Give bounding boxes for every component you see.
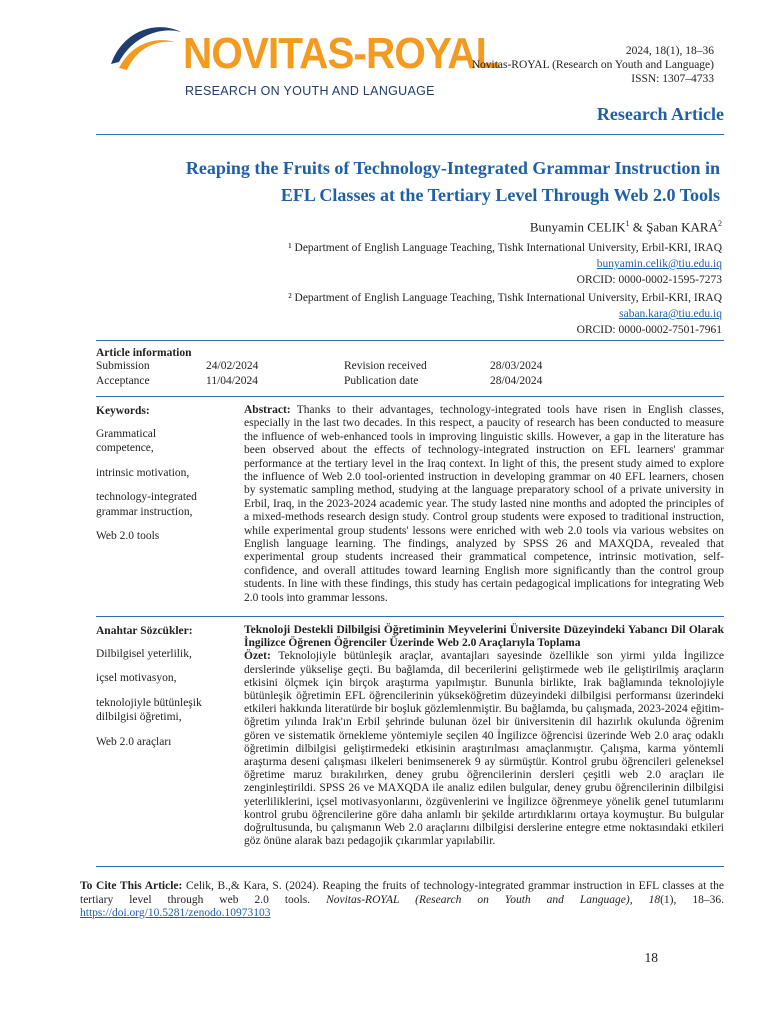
abstract bbox=[244, 404, 724, 605]
citation bbox=[80, 880, 724, 921]
keyword: içsel motivasyon, bbox=[96, 672, 177, 684]
journal-issn: ISSN: 1307–4733 bbox=[631, 73, 714, 85]
affiliation-dept: ¹ Department of English Language Teaching, Tishk International University, Erbil-KRI, IRAQ bbox=[288, 242, 722, 254]
author-orcid: ORCID: 0000-0002-7501-7961 bbox=[576, 324, 722, 336]
author-email-link[interactable]: saban.kara@tiu.edu.iq bbox=[619, 308, 722, 320]
affiliation bbox=[288, 240, 722, 288]
journal-name: Novitas-ROYAL (Research on Youth and Language) bbox=[471, 59, 714, 71]
logo-title: NOVITAS-ROYAL bbox=[183, 29, 500, 78]
abstract-text: Thanks to their advantages, technology-integrated tools have risen in English classes, especially in the last two decades. In this respect, a paucity of research has been conducted to measure the influence of web-enhanced tools in improving linguistic skills. However, a gap in the literature has been observed about the effects of technology-integrated instruction on EFL learners' grammar performance at the tertiary level in the Iraq context. In light of this, the present study aimed to explore the influence of Web 2.0 tool-oriented instruction in developing grammar on 40 EFL learners, chosen by systematic sampling method, studying at the language preparatory school of a private university in Erbil, Iraq, in the 2023-2024 academic year. The study lasted nine months and adopted the principles of a mixed-methods research design study. Control group students were exposed to traditional instruction, while experimental group students' lessons were enriched with web 2.0 tools via various websites on English language learning. The findings, analyzed by SPSS 26 and MAXQDA, revealed that experimental group students increased their grammatical competence, intrinsic motivation, self-confidence, and overall attitudes toward learning English more significantly than the control group students. In line with these findings, this study has certain pedagogical implications for integrating Web 2.0 tools into grammar lessons. bbox=[244, 404, 724, 604]
keyword: teknolojiyle bütünleşik dilbilgisi öğretimi, bbox=[96, 696, 202, 723]
citation-label: To Cite This Article: bbox=[80, 880, 183, 892]
article-type: Research Article bbox=[596, 104, 724, 124]
publication-label: Publication date bbox=[344, 375, 419, 387]
logo-subtitle: RESEARCH ON YOUTH AND LANGUAGE bbox=[185, 84, 435, 98]
citation-text: Celik, B.,& Kara, S. (2024). Reaping the fruits of technology-integrated grammar instruction in EFL classes at the tertiary level through web 2.0 tools. bbox=[80, 880, 724, 906]
author-email-link[interactable]: bunyamin.celik@tiu.edu.iq bbox=[596, 258, 722, 270]
keyword: intrinsic motivation, bbox=[96, 466, 190, 479]
author-name: Bunyamin CELIK bbox=[529, 219, 626, 235]
affiliation-dept: ² Department of English Language Teaching, Tishk International University, Erbil-KRI, IRAQ bbox=[288, 292, 722, 304]
revision-label: Revision received bbox=[344, 360, 427, 372]
article-info-heading: Article information bbox=[96, 347, 192, 359]
revision-date: 28/03/2024 bbox=[490, 360, 543, 372]
journal-meta bbox=[472, 44, 714, 86]
section-divider bbox=[96, 616, 724, 617]
paper-title-line1: Reaping the Fruits of Technology-Integrated Grammar Instruction in bbox=[185, 158, 720, 178]
section-divider bbox=[96, 340, 724, 341]
submission-date: 24/02/2024 bbox=[206, 360, 259, 372]
header-divider bbox=[96, 134, 724, 135]
keyword: Dilbilgisel yeterlilik, bbox=[96, 647, 192, 660]
authors bbox=[530, 219, 722, 235]
author-sup: 1 bbox=[625, 219, 630, 228]
journal-logo bbox=[105, 18, 500, 102]
turkish-abstract bbox=[244, 624, 724, 848]
keyword: Grammatical competence, bbox=[96, 427, 157, 454]
citation-journal: Novitas-ROYAL (Research on Youth and Language), 18 bbox=[326, 893, 661, 906]
logo-swoosh-icon bbox=[105, 18, 185, 88]
turkish-abstract-label: Özet: bbox=[244, 650, 271, 663]
keyword: Web 2.0 tools bbox=[96, 530, 160, 542]
author-separator: & bbox=[629, 219, 647, 235]
paper-title-line2: EFL Classes at the Tertiary Level Through Web 2.0 Tools bbox=[280, 185, 720, 205]
turkish-keywords-heading: Anahtar Sözcükler: bbox=[96, 625, 193, 637]
paper-title bbox=[100, 155, 720, 209]
publication-date: 28/04/2024 bbox=[490, 375, 543, 387]
section-divider bbox=[96, 396, 724, 397]
turkish-title: Teknoloji Destekli Dilbilgisi Öğretiminin Meyvelerini Üniversite Düzeyindeki Yabancı Dil Olarak İngilizce Öğrenen Öğrenciler Üzerinde Web 2.0 Araçlarıyla Toplama bbox=[244, 624, 724, 650]
keywords bbox=[96, 404, 216, 554]
citation-issue: (1), 18–36. bbox=[660, 893, 724, 906]
section-divider bbox=[96, 866, 724, 867]
keyword: technology-integrated grammar instruction, bbox=[96, 491, 197, 518]
author-sup: 2 bbox=[718, 219, 722, 228]
turkish-keywords bbox=[96, 624, 216, 759]
journal-volume: 2024, 18(1), 18–36 bbox=[625, 45, 714, 57]
abstract-label: Abstract: bbox=[244, 404, 291, 416]
turkish-abstract-text: Teknolojiyle bütünleşik araçlar, avantajları sayesinde özellikle son yirmi yılda İngilizce derslerinde yükselişe geçti. Bu bağlamda, dil becerilerini geliştirmede web ile geliştirilmiş araçların etkisini ölçmek için birçok araştırma yapılmıştır. Bununla birlikte, Irak bağlamında teknolojiyle bütünleşik öğretimin EFL öğrencilerinin yükseköğretim düzeyindeki dilbilgisi performansı üzerindeki etkileri hakkında literatürde bir boşluk gözlemlenmiştir. Bu bağlamda, bu çalışmada, 2023-2024 eğitim-öğretim yılında Irak'ın Erbil şehrinde bulunan özel bir üniversitenin dil hazırlık okulunda öğrenim gören ve sistematik örnekleme yöntemiyle seçilen 40 İngilizce öğrencisi üzerinde Web 2.0 araç odaklı öğretimin dilbilgisi geliştirmedeki etkisinin araştırılması amaçlanmıştır. Çalışma, karma yöntemli araştırma deseni çalışması ilkeleri benimsenerek 9 ay sürmüştür. Kontrol grubu öğrencileri geleneksel öğretime maruz bırakılırken, deney grubu öğrencilerinin dersleri çeşitli web 2.0 araçları ile zenginleştirildi. SPSS 26 ve MAXQDA ile analiz edilen bulgular, deney grubu öğrencilerinin dilbilgisi yeterliliklerini, içsel motivasyonlarını, özgüvenlerini ve İngilizce öğrenmeye yönelik genel tutumlarını kontrol grubu öğrencilerine göre daha anlamlı bir şekilde artırdıklarını ortaya koymuştur. Bu bulgular doğrultusunda, bu çalışmanın Web 2.0 araçlarını dilbilgisi derslerine entegre etme noktasındaki etkileri göz önüne alarak bazı pedagojik çıkarımlar yapılabilir. bbox=[244, 650, 724, 848]
keywords-heading: Keywords: bbox=[96, 405, 150, 417]
page-number: 18 bbox=[644, 950, 658, 965]
acceptance-date: 11/04/2024 bbox=[206, 375, 258, 387]
author-orcid: ORCID: 0000-0002-1595-7273 bbox=[576, 274, 722, 286]
submission-label: Submission bbox=[96, 360, 150, 372]
doi-link[interactable]: https://doi.org/10.5281/zenodo.10973103 bbox=[80, 907, 271, 919]
keyword: Web 2.0 araçları bbox=[96, 735, 172, 748]
acceptance-label: Acceptance bbox=[96, 375, 150, 387]
author-name: Şaban KARA bbox=[646, 219, 718, 235]
affiliation bbox=[288, 290, 722, 338]
